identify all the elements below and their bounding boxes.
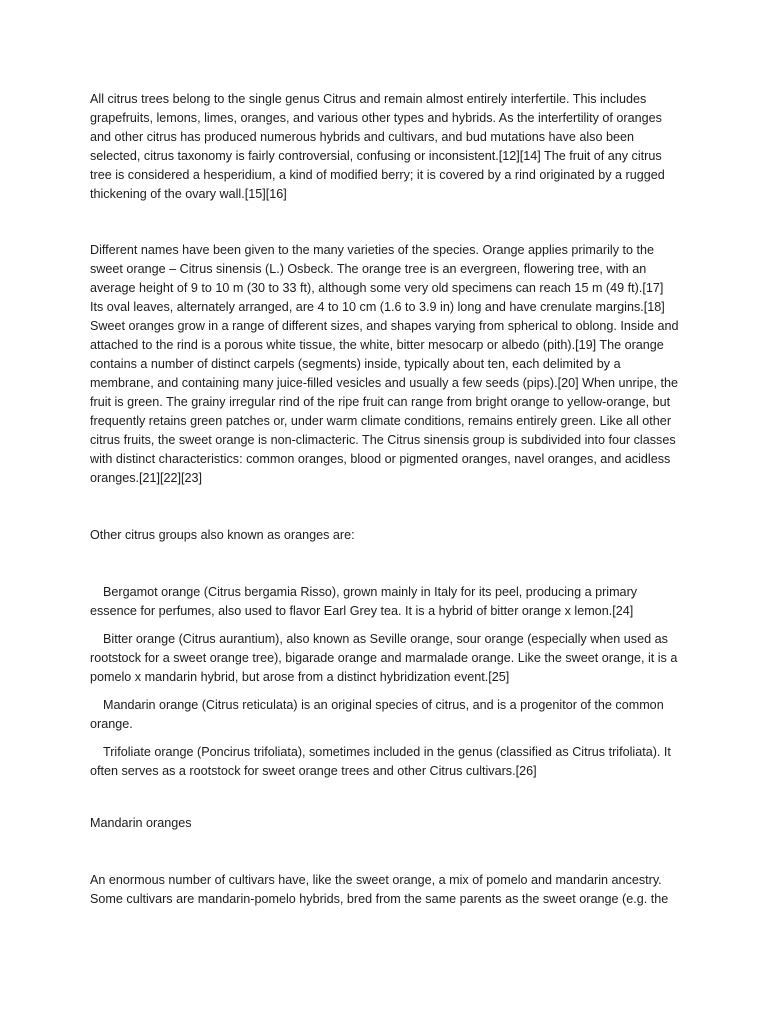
citrus-groups-list: [90, 583, 680, 781]
paragraph-citrus-genus: All citrus trees belong to the single genus Citrus and remain almost entirely interfertile. This includes grapefruits, lemons, limes, oranges, and various other types and hybrids. As the interfertility of oranges and other citrus has produced numerous hybrids and cultivars, and bud mutations have also been selected, citrus taxonomy is fairly controversial, confusing or inconsistent.[12][14] The fruit of any citrus tree is considered a hesperidium, a kind of modified berry; it is covered by a rind originated by a rugged thickening of the ovary wall.[15][16]: [90, 92, 665, 201]
paragraph-orange-varieties: Different names have been given to the many varieties of the species. Orange applies primarily to the sweet orange – Citrus sinensis (L.) Osbeck. The orange tree is an evergreen, flowering tree, with an average height of 9 to 10 m (30 to 33 ft), although some very old specimens can reach 15 m (49 ft).[17] Its oval leaves, alternately arranged, are 4 to 10 cm (1.6 to 3.9 in) long and have crenulate margins.[18] Sweet oranges grow in a range of different sizes, and shapes varying from spherical to oblong. Inside and attached to the rind is a porous white tissue, the white, bitter mesocarp or albedo (pith).[19] The orange contains a number of distinct carpels (segments) inside, typically about ten, each delimited by a membrane, and containing many juice-filled vesicles and usually a few seeds (pips).[20] When unripe, the fruit is green. The grainy irregular rind of the ripe fruit can range from bright orange to yellow-orange, but frequently retains green patches or, under warm climate conditions, remains entirely green. Like all other citrus fruits, the sweet orange is non-climacteric. The Citrus sinensis group is subdivided into four classes with distinct characteristics: common oranges, blood or pigmented oranges, navel oranges, and acidless oranges.[21][22][23]: [90, 243, 679, 485]
document-page: [90, 90, 680, 909]
list-item: Trifoliate orange (Poncirus trifoliata), sometimes included in the genus (classified as Citrus trifoliata). It often serves as a rootstock for sweet orange trees and other Citrus cultivars.[26]: [90, 745, 671, 778]
list-item: Bergamot orange (Citrus bergamia Risso), grown mainly in Italy for its peel, producing a primary essence for perfumes, also used to flavor Earl Grey tea. It is a hybrid of bitter orange x lemon.[24]: [90, 585, 638, 618]
paragraph-mandarin-cultivars: An enormous number of cultivars have, like the sweet orange, a mix of pomelo and mandarin ancestry. Some cultivars are mandarin-pomelo hybrids, bred from the same parents as the sweet orange (e.g. the: [90, 873, 669, 906]
section-heading-mandarin: Mandarin oranges: [90, 816, 192, 830]
list-item: Mandarin orange (Citrus reticulata) is an original species of citrus, and is a progenitor of the common orange.: [90, 698, 664, 731]
list-item: Bitter orange (Citrus aurantium), also known as Seville orange, sour orange (especially when used as rootstock for a sweet orange tree), bigarade orange and marmalade orange. Like the sweet orange, it is a pomelo x mandarin hybrid, but arose from a distinct hybridization event.[25]: [90, 632, 678, 684]
paragraph-other-groups-intro: Other citrus groups also known as oranges are:: [90, 528, 355, 542]
